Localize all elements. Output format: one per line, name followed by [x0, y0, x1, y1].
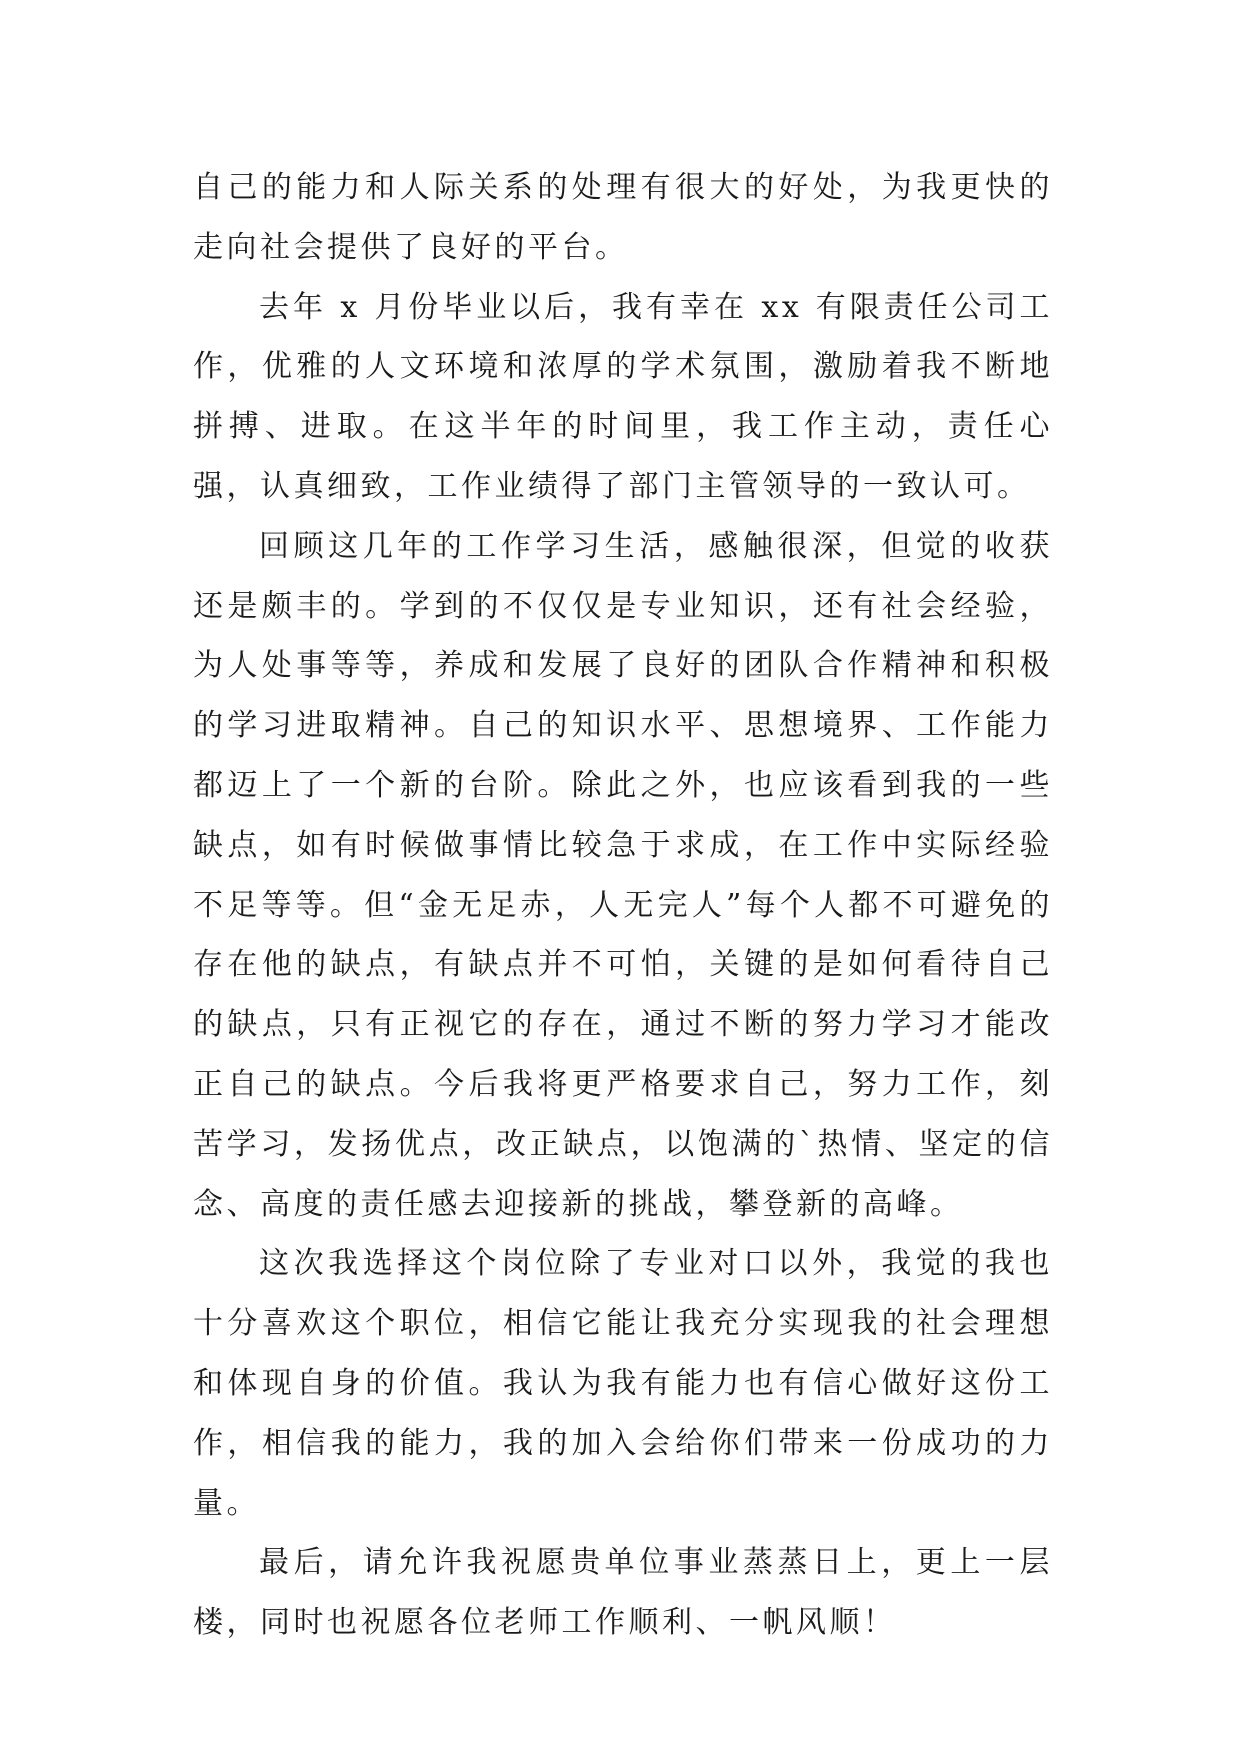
paragraph-closing: 最后，请允许我祝愿贵单位事业蒸蒸日上，更上一层楼，同时也祝愿各位老师工作顺利、一帆风顺！ [193, 1545, 1053, 1641]
paragraph-position: 这次我选择这个岗位除了专业对口以外，我觉的我也十分喜欢这个职位，相信它能让我充分实现我的社会理想和体现自身的价值。我认为我有能力也有信心做好这份工作，相信我的能力，我的加入会给你们带来一份成功的力量。 [193, 1246, 1053, 1521]
paragraph-employment: 去年 x 月份毕业以后，我有幸在 xx 有限责任公司工作，优雅的人文环境和浓厚的学术氛围，激励着我不断地拼搏、进取。在这半年的时间里，我工作主动，责任心强，认真细致，工作业绩得了部门主管领导的一致认可。 [193, 289, 1053, 504]
document-body [193, 158, 1053, 1653]
paragraph-continuation: 自己的能力和人际关系的处理有很大的好处，为我更快的走向社会提供了良好的平台。 [193, 170, 1053, 265]
paragraph-review: 回顾这几年的工作学习生活，感触很深，但觉的收获还是颇丰的。学到的不仅仅是专业知识，还有社会经验，为人处事等等，养成和发展了良好的团队合作精神和积极的学习进取精神。自己的知识水平、思想境界、工作能力都迈上了一个新的台阶。除此之外，也应该看到我的一些缺点，如有时候做事情比较急于求成，在工作中实际经验不足等等。但“金无足赤，人无完人”每个人都不可避免的存在他的缺点，有缺点并不可怕，关键的是如何看待自己的缺点，只有正视它的存在，通过不断的努力学习才能改正自己的缺点。今后我将更严格要求自己，努力工作，刻苦学习，发扬优点，改正缺点，以饱满的`热情、坚定的信念、高度的责任感去迎接新的挑战，攀登新的高峰。 [193, 528, 1053, 1222]
